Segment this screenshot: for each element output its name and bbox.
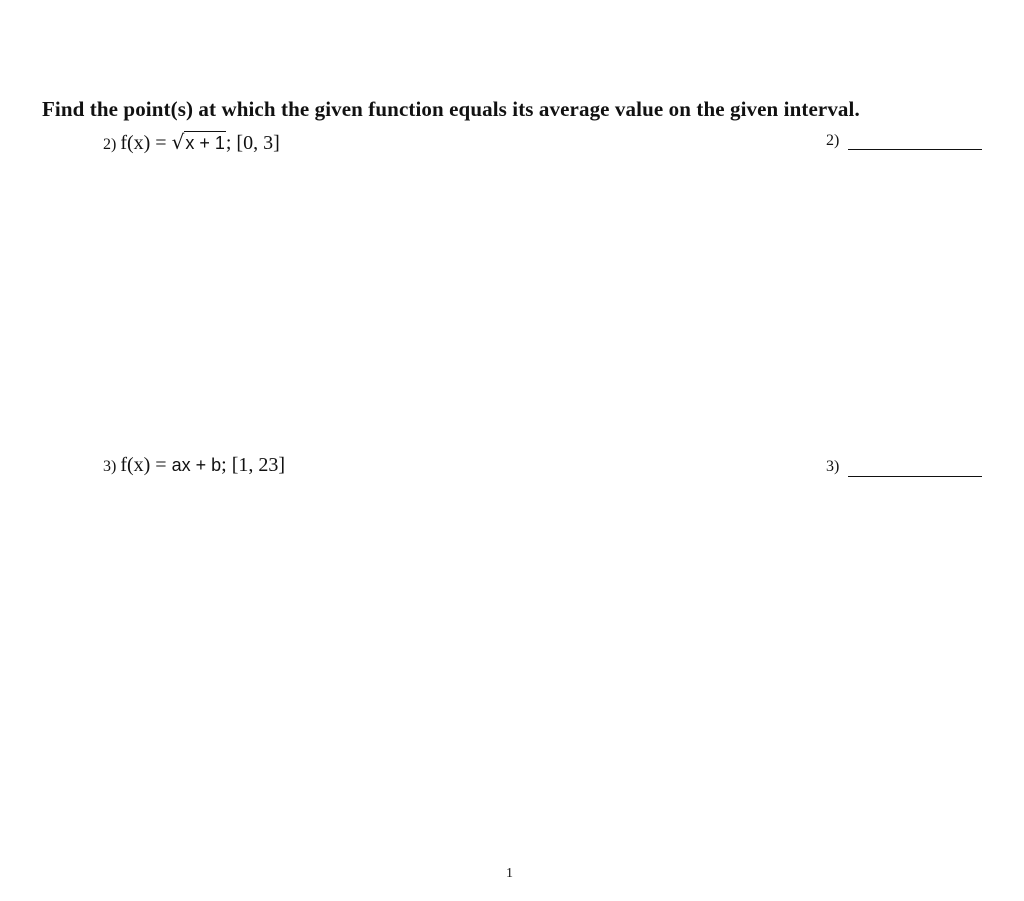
answer-label-3: 3) [826,458,840,475]
problem-3 [103,454,285,477]
instructions-heading: Find the point(s) at which the given function equals its average value on the given interval. [42,97,860,121]
problem-3-expression: ax + b [171,455,222,475]
problem-2 [103,130,280,155]
problem-2-lhs: f(x) = [120,132,172,154]
problem-2-radicand: x + 1 [185,133,225,153]
radical-sign-icon: √ [171,130,185,154]
problem-2-number: 2) [103,136,117,153]
problem-3-number: 3) [103,458,117,475]
problem-2-interval: ; [0, 3] [225,132,280,154]
answer-blank-3[interactable] [848,476,982,477]
answer-blank-2[interactable] [848,149,982,150]
problem-3-lhs: f(x) = [120,454,172,476]
problem-2-radical [172,130,226,155]
problem-3-interval: ; [1, 23] [221,454,286,476]
answer-label-2: 2) [826,132,840,149]
page-number: 1 [506,866,513,881]
